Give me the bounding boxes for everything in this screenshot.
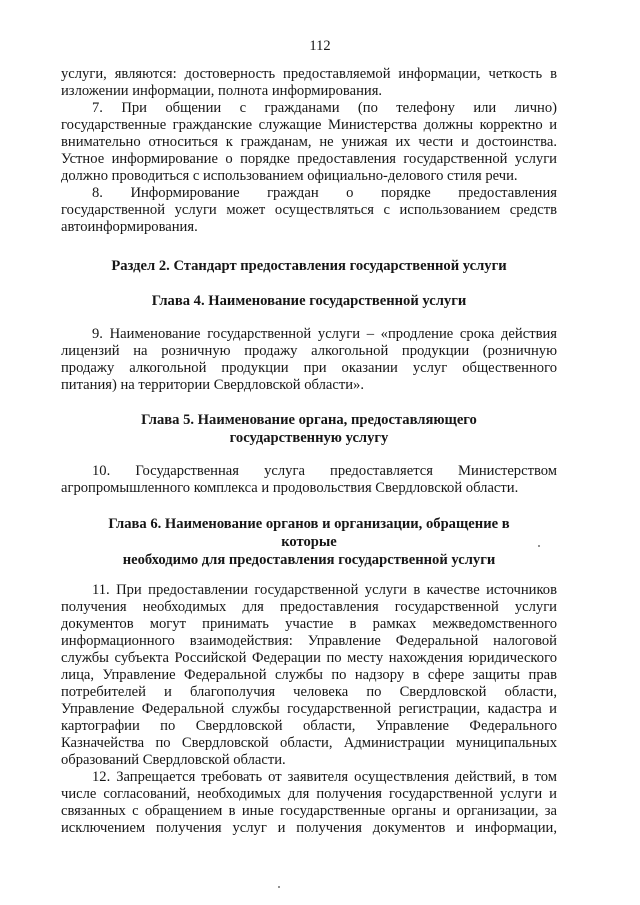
- text-line: Казначейства по Свердловской области, Администрации муниципальных: [61, 735, 557, 751]
- paragraphs-6-8: [61, 66, 557, 236]
- paragraph-9-line: 9. Наименование государственной услуги – «продление срока действия: [92, 326, 557, 342]
- text-line: услуги, являются: достоверность предоставляемой информации, четкость в: [61, 66, 557, 82]
- text-line: числе согласований, необходимых для получения государственной услуги и: [61, 786, 557, 802]
- section-2-heading: [61, 257, 557, 275]
- heading-line: Глава 5. Наименование органа, предоставляющего: [141, 412, 477, 428]
- heading-line: Глава 4. Наименование государственной услуги: [151, 293, 467, 309]
- text-line: потребителей и благополучия человека по Свердловской области,: [61, 684, 557, 700]
- text-line: изложении информации, полнота информирования.: [61, 83, 383, 99]
- paragraphs-11-12: [61, 582, 557, 837]
- text-line: образований Свердловской области.: [61, 752, 286, 768]
- heading-line: государственную услугу: [229, 430, 389, 446]
- chapter-5-heading: [61, 411, 557, 447]
- paragraph-10: [61, 463, 557, 497]
- text-line: исключением получения услуг и получения документов и информации,: [61, 820, 557, 836]
- text-line: агропромышленного комплекса и продовольствия Свердловской области.: [61, 480, 519, 496]
- text-line: государственной услуги может осуществляться с использованием средств: [61, 202, 557, 218]
- paragraph-10-line: 10. Государственная услуга предоставляется Министерством: [92, 463, 557, 479]
- heading-line: Раздел 2. Стандарт предоставления государственной услуги: [111, 258, 507, 274]
- text-line: получения необходимых для предоставления государственной услуги: [61, 599, 557, 615]
- text-line: автоинформирования.: [61, 219, 198, 235]
- text-line: государственные гражданские служащие Министерства должны корректно и: [61, 117, 557, 133]
- paragraph-7-line: 7. При общении с гражданами (по телефону или лично): [92, 100, 557, 116]
- paragraph-9: [61, 326, 557, 394]
- text-line: питания) на территории Свердловской области».: [61, 377, 364, 393]
- heading-line: которые: [281, 534, 337, 550]
- heading-line: Глава 6. Наименование органов и организации, обращение в: [108, 516, 510, 532]
- scan-speck: [278, 886, 280, 888]
- text-line: Устное информирование о порядке предоставления государственной услуги: [61, 151, 557, 167]
- text-line: лица, Управление Федеральной службы по надзору в сфере защиты прав: [61, 667, 557, 683]
- text-line: внимательно относиться к гражданам, не унижая их чести и достоинства.: [61, 134, 557, 150]
- heading-line: необходимо для предоставления государственной услуги: [122, 552, 496, 568]
- text-line: продажу алкогольной продукции при оказании услуг общественного: [61, 360, 557, 376]
- text-line: Управление Федеральной службы государственной регистрации, кадастра и: [61, 701, 557, 717]
- paragraph-11-line: 11. При предоставлении государственной услуги в качестве источников: [92, 582, 557, 598]
- text-line: документов могут принимать участие в рамках межведомственного: [61, 616, 557, 632]
- text-line: связанных с обращением в иные государственные органы и организации, за: [61, 803, 557, 819]
- text-line: службы субъекта Российской Федерации по месту нахождения юридического: [61, 650, 557, 666]
- chapter-4-heading: [61, 292, 557, 310]
- page-number: 112: [309, 38, 331, 54]
- chapter-6-heading: [61, 515, 557, 569]
- text-line: лицензий на розничную продажу алкогольной продукции (розничную: [61, 343, 557, 359]
- scan-speck: [538, 545, 540, 547]
- text-line: картографии по Свердловской области, Управление Федерального: [61, 718, 557, 734]
- text-line: информационного взаимодействия: Управление Федеральной налоговой: [61, 633, 557, 649]
- paragraph-8-line: 8. Информирование граждан о порядке предоставления: [92, 185, 557, 201]
- paragraph-12-line: 12. Запрещается требовать от заявителя осуществления действий, в том: [92, 769, 557, 785]
- text-line: должно проводиться с использованием официально-делового стиля речи.: [61, 168, 518, 184]
